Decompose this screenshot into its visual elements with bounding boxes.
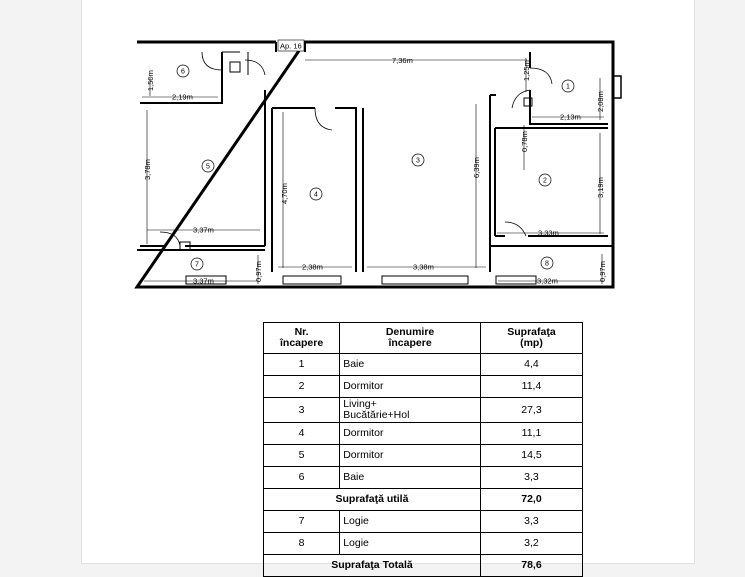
floor-plan — [82, 0, 694, 310]
dim-r5-h: 3,78m — [143, 159, 152, 180]
room-nr: 2 — [264, 376, 340, 398]
dim-r8-w: 3,32m — [537, 276, 558, 286]
dim-hall-w: 0,78m — [520, 131, 529, 152]
table-header-row — [264, 323, 583, 354]
header-room-nr: Nr. încapere — [264, 323, 340, 354]
table-row — [264, 423, 583, 445]
svg-text:5: 5 — [206, 163, 210, 171]
subtotal-label: Suprafaţă utilă — [264, 489, 481, 511]
dim-top-total: 7,36m — [392, 56, 413, 65]
room-nr: 7 — [264, 511, 340, 533]
room-name: Living+ Bucătărie+Hol — [340, 398, 481, 423]
room-marker-7 — [191, 258, 203, 270]
dim-r3-h: 6,39m — [472, 157, 481, 178]
table-row — [264, 376, 583, 398]
dim-r2-w: 3,33m — [538, 228, 559, 238]
room-area: 27,3 — [480, 398, 582, 423]
apartment-label: Ap. 16 — [280, 41, 302, 51]
document-page — [82, 0, 694, 571]
room-marker-8 — [541, 257, 553, 269]
svg-text:4: 4 — [314, 191, 318, 199]
room-area: 3,2 — [480, 533, 582, 555]
room-area: 3,3 — [480, 511, 582, 533]
total-label: Suprafaţa Totală — [264, 555, 481, 577]
room-nr: 5 — [264, 445, 340, 467]
dim-r3-w: 3,38m — [413, 262, 434, 272]
dim-r1-w: 2,13m — [560, 112, 581, 122]
room-name: Dormitor — [340, 445, 481, 467]
room-name: Dormitor — [340, 423, 481, 445]
room-name: Baie — [340, 354, 481, 376]
room-nr: 1 — [264, 354, 340, 376]
total-row — [264, 555, 583, 577]
dim-r6-h: 1,50m — [146, 70, 155, 91]
room-name: Dormitor — [340, 376, 481, 398]
room-marker-4 — [310, 188, 322, 200]
dim-r4-w: 2,38m — [302, 262, 323, 272]
dim-r5-w: 3,37m — [193, 225, 214, 235]
svg-text:6: 6 — [181, 68, 185, 76]
svg-text:3: 3 — [416, 157, 420, 165]
header-room-name: Denumire încapere — [340, 323, 481, 354]
svg-text:7: 7 — [195, 261, 199, 269]
room-marker-2 — [539, 174, 551, 186]
room-nr: 6 — [264, 467, 340, 489]
subtotal-value: 72,0 — [480, 489, 582, 511]
svg-text:8: 8 — [545, 260, 549, 268]
header-room-area: Suprafaţa (mp) — [480, 323, 582, 354]
dim-r2-h: 3,19m — [596, 177, 605, 198]
dim-r4-h: 4,70m — [280, 183, 289, 204]
room-area-table — [263, 322, 583, 577]
table-row — [264, 511, 583, 533]
svg-text:1: 1 — [566, 83, 570, 91]
room-marker-3 — [412, 154, 424, 166]
room-name: Baie — [340, 467, 481, 489]
table-row — [264, 467, 583, 489]
table-row — [264, 354, 583, 376]
room-name: Logie — [340, 511, 481, 533]
room-nr: 3 — [264, 398, 340, 423]
room-area: 11,1 — [480, 423, 582, 445]
room-marker-5 — [202, 160, 214, 172]
room-marker-1 — [562, 80, 574, 92]
table-row — [264, 445, 583, 467]
dim-r8-h: 0,97m — [598, 261, 607, 282]
dim-r1-h: 2,08m — [596, 91, 605, 112]
room-area: 14,5 — [480, 445, 582, 467]
subtotal-row — [264, 489, 583, 511]
table-row — [264, 533, 583, 555]
table-row — [264, 398, 583, 423]
room-nr: 8 — [264, 533, 340, 555]
room-area: 11,4 — [480, 376, 582, 398]
room-nr: 4 — [264, 423, 340, 445]
dim-r7-w: 3,37m — [193, 276, 214, 286]
room-area: 4,4 — [480, 354, 582, 376]
dim-r6-w: 2,19m — [172, 92, 193, 102]
room-area: 3,3 — [480, 467, 582, 489]
room-name: Logie — [340, 533, 481, 555]
total-value: 78,6 — [480, 555, 582, 577]
room-marker-6 — [177, 65, 189, 77]
dim-r7-h: 0,97m — [254, 261, 263, 282]
dim-r1-door: 1,25m — [522, 60, 531, 81]
svg-text:2: 2 — [543, 177, 547, 185]
